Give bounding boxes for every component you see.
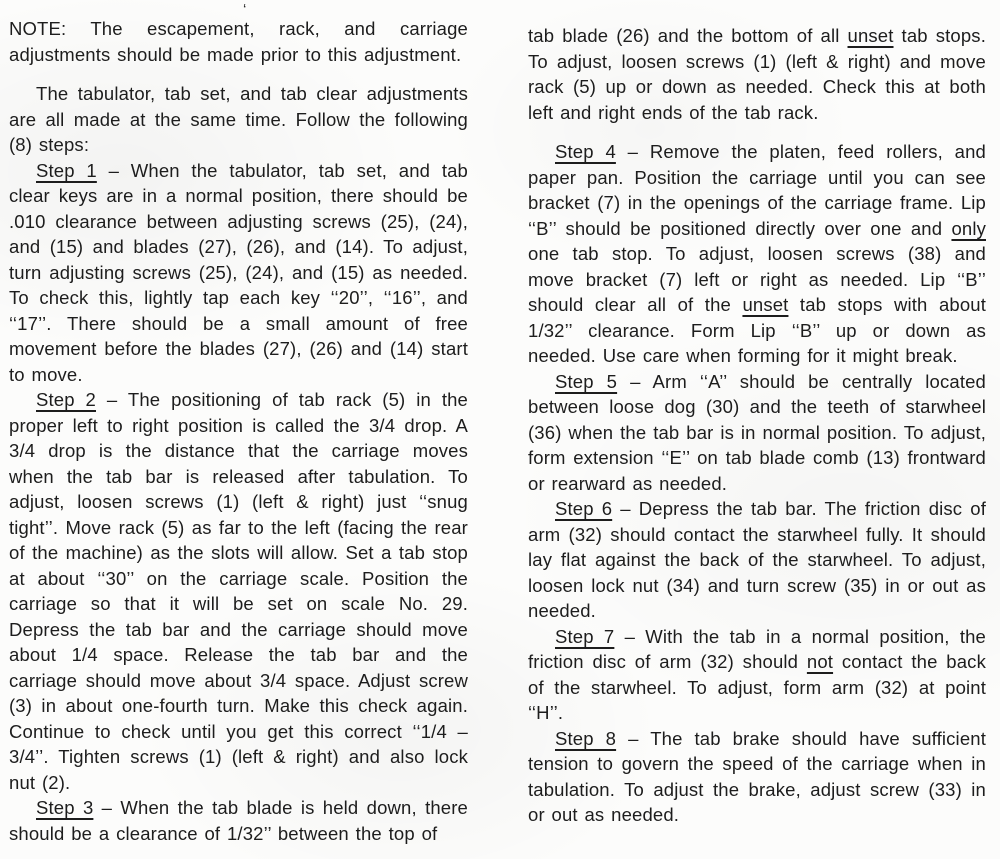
underlined-text: Step 4 xyxy=(555,141,616,162)
text-segment: – With the tab in a normal position, the friction disc of arm (32) should xyxy=(528,625,986,672)
paragraph-note xyxy=(9,16,468,67)
text-segment: one tab stop. To adjust, loosen screws (38) and move bracket (7) left or right as needed. Lip ‘‘B’’ should clear all of the xyxy=(528,243,986,315)
underlined-text: Step 1 xyxy=(36,159,97,181)
text-segment: – When the tab blade is held down, there should be a clearance of 1/32’’ between the top of xyxy=(9,797,468,844)
text-segment: NOTE: The escapement, rack, and carriage adjustments should be made prior to this adjustment. xyxy=(9,18,468,65)
paragraph-step-4 xyxy=(528,139,986,369)
right-column xyxy=(528,23,986,828)
underlined-text: not xyxy=(806,651,834,672)
text-segment: – The tab brake should have sufficient tension to govern the speed of the carriage when in tabulation. To adjust the brake, adjust screw (33) in or out as needed. xyxy=(528,727,986,825)
paragraph-step-7 xyxy=(528,624,986,726)
text-segment: – Remove the platen, feed rollers, and paper pan. Position the carriage until you can see bracket (7) in the openings of the carriage frame. Lip ‘‘B’’ should be positioned directly over one and xyxy=(528,141,986,239)
text-segment: – Depress the tab bar. The friction disc of arm (32) should contact the starwheel fully. It should lay flat against the back of the starwheel. To adjust, loosen lock nut (34) and turn screw (35) in or out as needed. xyxy=(528,498,987,621)
left-column xyxy=(9,16,468,846)
underlined-text: Step 2 xyxy=(36,389,96,410)
text-segment: contact the back of the starwheel. To adjust, form arm (32) at point ‘‘H’’. xyxy=(528,651,986,723)
paragraph-step-3-part-1 xyxy=(9,795,468,846)
underlined-text: Step 5 xyxy=(555,370,618,392)
paragraph-step-6 xyxy=(528,496,986,624)
underlined-text: Step 6 xyxy=(555,498,613,519)
underlined-text: Step 7 xyxy=(555,625,615,647)
paragraph-step-5 xyxy=(528,369,986,497)
paragraph-intro xyxy=(9,81,468,158)
underlined-text: Step 3 xyxy=(36,797,94,818)
paragraph-step-3-part-2 xyxy=(528,23,986,125)
paragraph-step-1 xyxy=(9,158,468,388)
text-segment: tab stops with about 1/32’’ clearance. Form Lip ‘‘B’’ up or down as needed. Use care when forming for it might break. xyxy=(528,294,986,366)
text-segment: tab blade (26) and the bottom of all xyxy=(528,25,848,46)
paragraph-step-2 xyxy=(9,387,468,795)
text-segment: – Arm ‘‘A’’ should be centrally located between loose dog (30) and the teeth of starwheel (36) when the tab bar is in normal position. To adjust, form extension ‘‘E’’ on tab blade comb (13) frontward or rearward as needed. xyxy=(528,370,986,494)
underlined-text: unset xyxy=(847,25,894,46)
underlined-text: only xyxy=(951,217,986,239)
underlined-text: Step 8 xyxy=(555,727,617,749)
text-segment: – When the tabulator, tab set, and tab clear keys are in a normal position, there should be .010 clearance between adjusting screws (25), (24), and (15) and blades (27), (26), and (14). To adjust, turn adjusting screws (25), (24), and (15) as needed. To check this, lightly tap each key ‘‘20’’, ‘‘16’’, and ‘‘17’’. There should be a small amount of free movement before the blades (27), (26) and (14) start to move. xyxy=(9,159,468,385)
text-segment: The tabulator, tab set, and tab clear adjustments are all made at the same time. Follow the following (8) steps: xyxy=(9,83,468,155)
underlined-text: unset xyxy=(742,294,789,315)
text-segment: – The positioning of tab rack (5) in the proper left to right position is called the 3/4 drop. A 3/4 drop is the distance that the carriage moves when the tab bar is released after tabulation. To adjust, loosen screws (1) (left & right) just ‘‘snug tight’’. Move rack (5) as far to the left (facing the rear of the machine) as the slots will allow. Set a tab stop at about ‘‘30’’ on the carriage scale. Position the carriage so that it will be set on scale No. 29. Depress the tab bar and the carriage should move about 1/4 space. Release the tab bar and the carriage should move about 3/4 space. Adjust screw (3) in about one-fourth turn. Make this check again. Continue to check until you get this correct ‘‘1/4 – 3/4’’. Tighten screws (1) (left & right) and also lock nut (2). xyxy=(9,389,468,793)
scan-artifact-mark: ‘ xyxy=(243,1,247,18)
text-segment: tab stops. To adjust, loosen screws (1) (left & right) and move rack (5) up or down as needed. Check this at both left and right ends of the tab rack. xyxy=(528,25,986,123)
paragraph-step-8 xyxy=(528,726,986,828)
